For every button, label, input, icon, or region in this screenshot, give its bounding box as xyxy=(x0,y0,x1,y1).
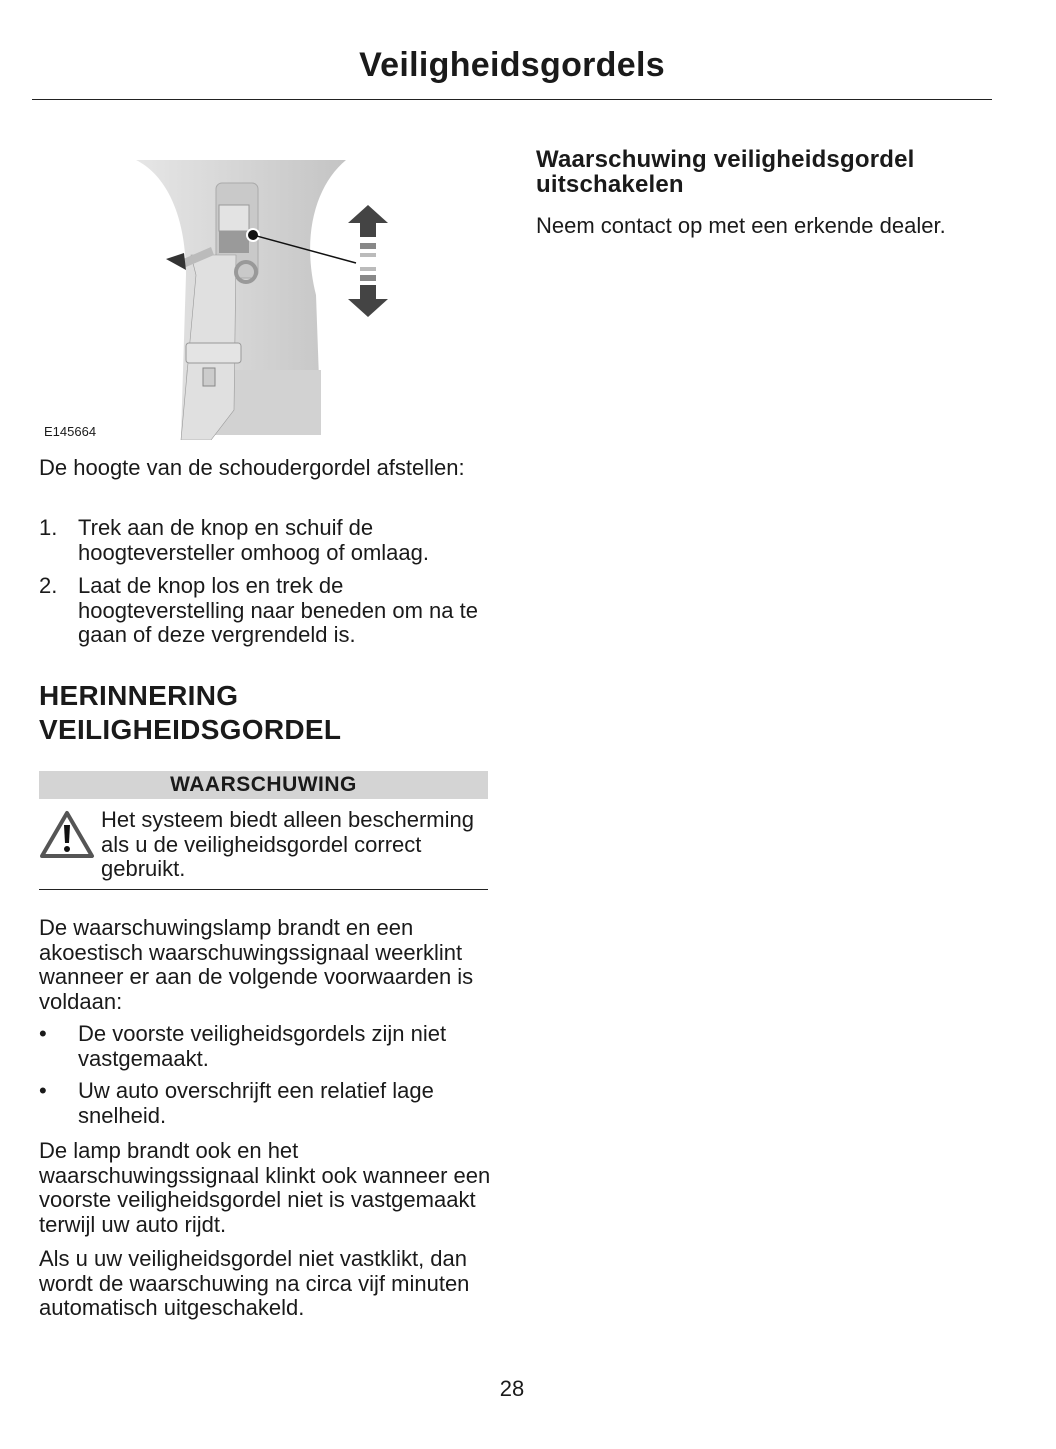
timeout-paragraph: Als u uw veiligheidsgordel niet vastklikt, dan wordt de waarschuwing na circa vijf minuten automatisch uitgeschakeld. xyxy=(39,1246,470,1320)
section-heading xyxy=(39,679,491,747)
step-number: 1. xyxy=(39,515,58,540)
intro-text: De hoogte van de schoudergordel afstellen: xyxy=(39,455,465,480)
page-number: 28 xyxy=(499,1376,525,1401)
list-item xyxy=(39,574,491,648)
step-text: Laat de knop los en trek de hoogteverstelling naar beneden om na te gaan of deze vergrendeld is. xyxy=(78,573,478,647)
bullet-text: De voorste veiligheidsgordels zijn niet vastgemaakt. xyxy=(78,1021,447,1071)
steps-list xyxy=(39,516,491,648)
bullet: • xyxy=(39,1021,47,1046)
figure-label: E145664 xyxy=(44,424,97,439)
warning-triangle-icon xyxy=(39,810,95,860)
list-item xyxy=(39,1022,491,1071)
warning-text: Het systeem biedt alleen bescherming als u de veiligheidsgordel correct gebruikt. xyxy=(101,807,474,881)
bullet: • xyxy=(39,1078,47,1103)
bullet-list xyxy=(39,1022,491,1128)
page-title: Veiligheidsgordels xyxy=(359,46,665,84)
warning-heading: WAARSCHUWING xyxy=(39,771,488,799)
bullet-text: Uw auto overschrijft een relatief lage snelheid. xyxy=(78,1078,434,1128)
conditions-intro: De waarschuwingslamp brandt en een akoestisch waarschuwingssignaal weerklint wanneer er aan de volgende voorwaarden is voldaan: xyxy=(39,915,474,1014)
seatbelt-height-adjuster-illustration xyxy=(36,155,396,440)
lamp-paragraph: De lamp brandt ook en het waarschuwingssignaal klinkt ook wanneer een voorste veiligheidsgordel niet is vastgemaakt terwijl uw auto rijdt. xyxy=(39,1138,491,1237)
list-item xyxy=(39,516,491,565)
header-divider xyxy=(32,99,992,100)
list-item xyxy=(39,1079,491,1128)
right-text: Neem contact op met een erkende dealer. xyxy=(536,213,946,238)
step-text: Trek aan de knop en schuif de hoogteversteller omhoog of omlaag. xyxy=(78,515,429,565)
section-heading-line: HERINNERING xyxy=(39,680,239,711)
section-heading-line: VEILIGHEIDSGORDEL xyxy=(39,714,342,745)
step-number: 2. xyxy=(39,573,58,598)
right-heading: Waarschuwing veiligheidsgordel uitschakelen xyxy=(536,146,915,198)
warning-divider xyxy=(39,889,488,890)
warning-box xyxy=(39,808,488,882)
